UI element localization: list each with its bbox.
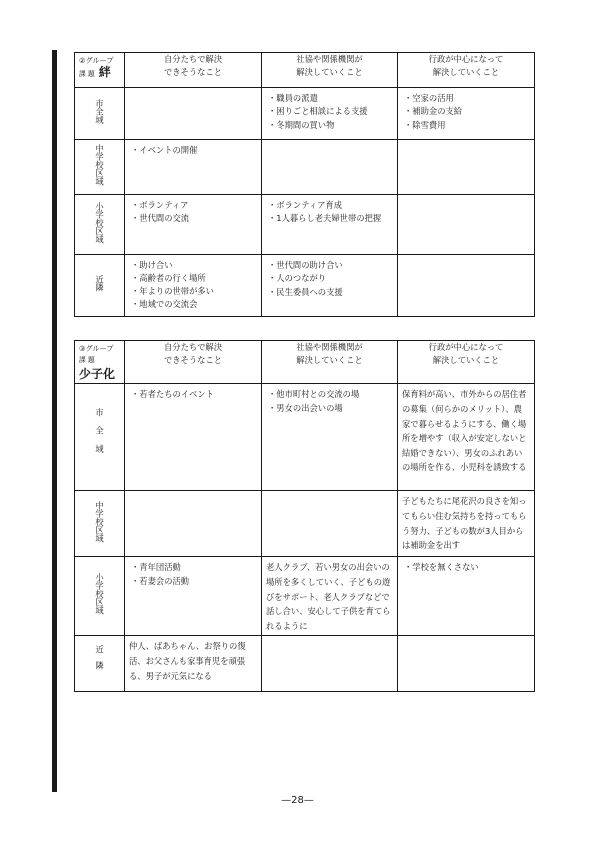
table-row: [75, 88, 535, 140]
region-label: 中学校区域: [75, 140, 125, 195]
list-item: ・冬期間の買い物: [268, 119, 335, 130]
table-row: [75, 491, 535, 557]
cell-self: [125, 88, 262, 140]
header-self: 自分たちで解決 できそうなこと: [125, 341, 262, 384]
list-item: ・補助金の支給: [404, 106, 463, 117]
list-item: ・イベントの開催: [131, 145, 198, 155]
list-item: ・青年団活動: [131, 562, 181, 573]
cell-self: [125, 195, 262, 255]
cell-self: [125, 384, 262, 491]
list-item: ・世代間の助け合い: [268, 260, 343, 270]
list-item: ・除雪費用: [404, 119, 446, 130]
header-agency: 社協や関係機関が 解決していくこと: [262, 53, 398, 88]
cell-agency: [262, 140, 398, 195]
cell-government: [398, 255, 535, 317]
cell-self: [125, 557, 262, 636]
cell-government: [398, 195, 535, 255]
cell-agency: [262, 491, 398, 557]
list-item: ・困りごと相談による支援: [268, 106, 368, 117]
cell-government: [398, 88, 535, 140]
header-agency: 社協や関係機関が 解決していくこと: [262, 341, 398, 384]
group-label: ②グループ: [79, 56, 114, 65]
header-government: 行政が中心になって 解決していくこと: [398, 53, 535, 88]
margin-bar: [52, 50, 57, 792]
table-row: [75, 255, 535, 317]
region-label: 小学校区域: [75, 195, 125, 255]
cell-government: [398, 491, 535, 557]
list-item: ・空家の活用: [404, 93, 454, 103]
table-row: [75, 140, 535, 195]
list-item: ・若者たちのイベント: [131, 389, 214, 400]
cell-agency: [262, 384, 398, 491]
page-number: —28—: [281, 795, 314, 806]
list-item: ・地域での交流会: [131, 299, 198, 309]
theme-title: 少子化: [79, 367, 116, 382]
table-row: [75, 636, 535, 692]
list-item: ・高齢者の行く場所: [131, 273, 206, 283]
table-row: [75, 195, 535, 255]
table-row: [75, 384, 535, 491]
group3-table: [74, 340, 535, 692]
cell-agency: [262, 195, 398, 255]
cell-government: [398, 636, 535, 692]
cell-text: 老人クラブ、若い男女の出会いの場所を多くしていく、子どもの遊びをサポート、老人クラブなどで話し合い、安心して子供を育てられるように: [266, 562, 391, 631]
header-row: [75, 53, 535, 88]
region-label: 近隣: [75, 636, 125, 692]
cell-self: [125, 140, 262, 195]
group-corner-cell: [75, 341, 125, 384]
list-item: ・民生委員への支援: [268, 286, 343, 297]
cell-agency: [262, 88, 398, 140]
cell-agency: [262, 557, 398, 636]
list-item: ・ボランティア: [131, 200, 189, 210]
cell-text: 保育料が高い、市外からの居住者の募集（何らかのメリット）、農家で暮らせるようにする、働く場所を増やす（収入が安定しないと結婚できない）、男女のふれあいの場所を作る、小児科を誘致する: [402, 389, 527, 473]
group2-table: [74, 52, 535, 317]
region-label: 中学校区域: [75, 491, 125, 557]
header-government: 行政が中心になって 解決していくこと: [398, 341, 535, 384]
region-label: 小学校区域: [75, 557, 125, 636]
cell-agency: [262, 636, 398, 692]
list-item: ・職員の派遣: [268, 93, 318, 103]
region-label: 市全域: [75, 88, 125, 140]
cell-self: [125, 491, 262, 557]
list-item: ・世代間の交流: [131, 213, 190, 224]
list-item: ・1人暮らし老夫婦世帯の把握: [268, 213, 382, 224]
header-self: 自分たちで解決 できそうなこと: [125, 53, 262, 88]
theme-title: 絆: [98, 65, 111, 79]
cell-text: 仲人、ばあちゃん、お祭りの復活、お父さんも家事育児を頑張る、男子が元気になる: [129, 641, 246, 681]
header-row: [75, 341, 535, 384]
cell-government: [398, 557, 535, 636]
list-item: ・若妻会の活動: [131, 575, 190, 586]
kadai-label: 課 題: [79, 356, 95, 364]
cell-text: 子どもたちに尾花沢の良さを知ってもらい住む気持ちを持ってもらう努力、子どもの数が3人目からは補助金を出す: [402, 496, 527, 551]
list-item: ・他市町村との交流の場: [268, 389, 360, 400]
group-corner-cell: [75, 53, 125, 88]
list-item: ・人のつながり: [268, 273, 327, 284]
kadai-label: 課 題: [79, 70, 95, 78]
list-item: ・助け合い: [131, 260, 173, 270]
cell-agency: [262, 255, 398, 317]
cell-government: [398, 140, 535, 195]
cell-government: [398, 384, 535, 491]
list-item: ・学校を無くさない: [404, 562, 479, 573]
list-item: ・年よりの世帯が多い: [131, 286, 214, 296]
table-row: [75, 557, 535, 636]
list-item: ・ボランティア育成: [268, 200, 343, 210]
cell-self: [125, 255, 262, 317]
region-label: 市全域: [75, 384, 125, 491]
region-label: 近隣: [75, 255, 125, 317]
cell-self: [125, 636, 262, 692]
list-item: ・男女の出会いの場: [268, 402, 343, 413]
group-label: ③グループ: [79, 344, 114, 353]
